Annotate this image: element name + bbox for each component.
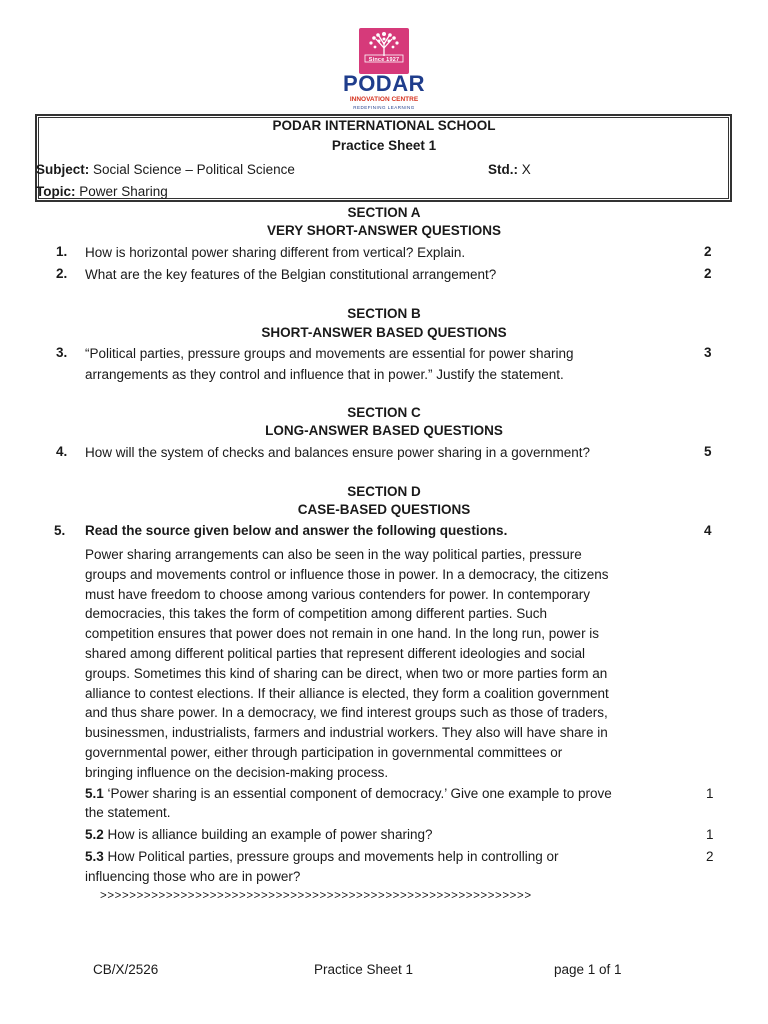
question-1-marks: 2: [704, 244, 712, 259]
section-a-subtitle: VERY SHORT-ANSWER QUESTIONS: [266, 223, 502, 238]
question-1-number: 1.: [56, 244, 68, 259]
passage-line: groups and movements control or influence those in power. In a democracy, the citizens: [85, 566, 609, 582]
question-5-text: Read the source given below and answer the following questions.: [85, 523, 508, 538]
question-3-text-line2: arrangements as they control and influence that in power.” Justify the statement.: [85, 367, 564, 382]
topic-value: Power Sharing: [75, 184, 168, 199]
subquestion-number: 5.2: [85, 827, 104, 842]
section-b-title: SECTION B: [347, 306, 421, 321]
subject-line: [36, 162, 295, 177]
question-5-marks: 4: [704, 523, 712, 538]
logo-since: Since 1927: [368, 57, 400, 63]
question-2-number: 2.: [56, 266, 68, 281]
subquestion-5-1: [85, 786, 612, 801]
question-2-text: What are the key features of the Belgian constitutional arrangement?: [85, 267, 497, 282]
passage-line: alliance to contest elections. If their alliance is elected, they form a coalition government: [85, 685, 609, 701]
tree-logo-icon: [359, 28, 409, 74]
subquestion-number: 5.1: [85, 786, 104, 801]
subquestion-text: How Political parties, pressure groups and movements help in controlling or: [103, 849, 559, 864]
passage-line: Power sharing arrangements can also be seen in the way political parties, pressure: [85, 547, 582, 562]
question-3-text-line1: “Political parties, pressure groups and movements are essential for power sharing: [85, 346, 574, 361]
logo-subtitle: INNOVATION CENTRE: [349, 96, 419, 103]
sheet-title: Practice Sheet 1: [331, 138, 437, 153]
std-value: X: [518, 162, 531, 177]
question-4-marks: 5: [704, 444, 712, 459]
passage-line: competition ensures that power does not remain in one hand. In the long run, power is: [85, 626, 600, 642]
subquestion-5-3-line2: influencing those who are in power?: [85, 869, 301, 884]
passage-line: governmental power, either through participation in governmental committees or: [85, 744, 563, 760]
passage-line: democracies, this takes the form of competition among different parties. Such: [85, 606, 547, 622]
passage-line: bringing influence on the decision-making process.: [85, 764, 389, 780]
passage-line: businessmen, industrialists, farmers and industrial workers. They also will have share in: [85, 725, 608, 741]
case-passage: [85, 545, 689, 783]
logo-name: PODAR: [343, 71, 425, 96]
footer-code: CB/X/2526: [93, 962, 159, 977]
passage-line: shared among different political parties that represent different ideologies and social: [85, 645, 586, 661]
question-1-text: How is horizontal power sharing different from vertical? Explain.: [85, 245, 466, 260]
subquestion-5-2-marks: 1: [706, 827, 714, 842]
passage-line: and thus share power. In a democracy, we find interest groups such as those of traders,: [85, 705, 608, 721]
section-b-subtitle: SHORT-ANSWER BASED QUESTIONS: [261, 325, 507, 340]
std-label: Std.:: [488, 162, 518, 177]
school-logo: [329, 26, 439, 110]
section-d-subtitle: CASE-BASED QUESTIONS: [297, 502, 471, 517]
question-4-number: 4.: [56, 444, 68, 459]
subquestion-5-2: [85, 827, 432, 842]
question-2-marks: 2: [704, 266, 712, 281]
question-5-number: 5.: [54, 523, 66, 538]
subquestion-5-3: [85, 849, 559, 864]
logo-tagline: REDEFINING LEARNING: [353, 105, 415, 110]
subquestion-text: How is alliance building an example of power sharing?: [103, 827, 433, 842]
footer-page: page 1 of 1: [554, 962, 622, 977]
question-3-number: 3.: [56, 345, 68, 360]
topic-line: [36, 184, 168, 199]
subquestion-text: ‘Power sharing is an essential component of democracy.’ Give one example to prove: [103, 786, 612, 801]
end-marker: >>>>>>>>>>>>>>>>>>>>>>>>>>>>>>>>>>>>>>>>>>>>>>>>>>>>>>>>>>>: [100, 890, 532, 902]
subject-value: Social Science – Political Science: [89, 162, 295, 177]
footer-title: Practice Sheet 1: [314, 962, 414, 977]
section-c-title: SECTION C: [347, 405, 421, 420]
subquestion-number: 5.3: [85, 849, 104, 864]
subquestion-5-1-marks: 1: [706, 786, 714, 801]
section-a-title: SECTION A: [347, 205, 421, 220]
question-3-marks: 3: [704, 345, 712, 360]
subquestion-5-3-marks: 2: [706, 849, 714, 864]
section-d-title: SECTION D: [347, 484, 421, 499]
topic-label: Topic:: [36, 184, 76, 199]
passage-line: must have freedom to choose among various contenders for power. In contemporary: [85, 586, 591, 602]
subject-label: Subject:: [36, 162, 90, 177]
subquestion-5-1-line2: the statement.: [85, 805, 171, 820]
section-c-subtitle: LONG-ANSWER BASED QUESTIONS: [265, 423, 503, 438]
question-4-text: How will the system of checks and balances ensure power sharing in a government?: [85, 445, 591, 460]
std-line: [488, 162, 531, 177]
passage-line: groups. Sometimes this kind of sharing can be direct, when two or more parties form an: [85, 665, 608, 681]
school-name: PODAR INTERNATIONAL SCHOOL: [272, 118, 496, 133]
